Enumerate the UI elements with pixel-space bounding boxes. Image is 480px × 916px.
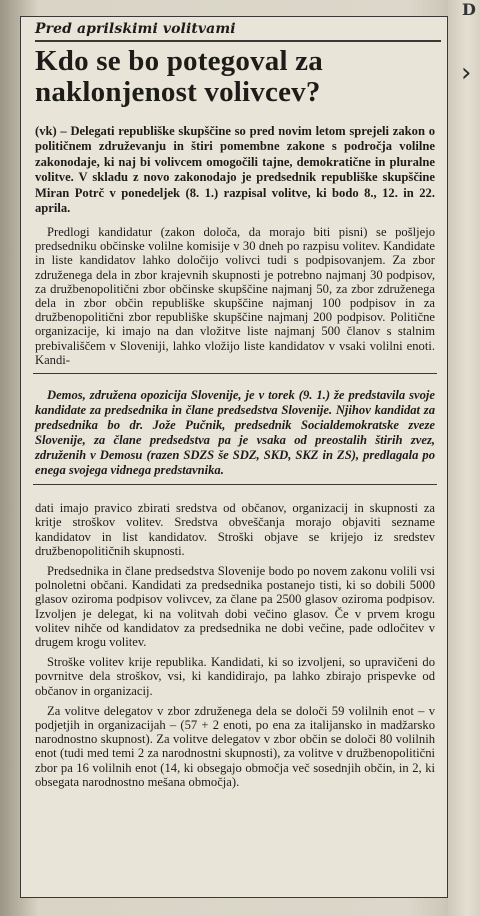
box-top-divider [33,373,437,374]
article-paragraph-4: Stroške volitev krije republika. Kandidati, ki so izvoljeni, so upravičeni do povrnitve dela stroškov, vsi, ki kandidirajo, pa lahko zbirajo prispevke od občanov in organizacij. [35,655,435,698]
adjacent-page-letter: D [462,0,476,19]
box-bottom-divider [33,484,437,485]
adjacent-page [448,0,480,916]
newspaper-article [20,16,448,898]
article-paragraph-5: Za volitve delegatov v zbor združenega dela se določi 59 volilnih enot – v podjetjih in organizacijah – (57 + 2 enoti, po ena za italijansko in madžarsko narodnostno skupnost). Za volitve delegatov v zbor občin se določi 80 volilnih enot (tudi med temi 2 za narodnostni skupnosti), za volitve v družbenopolitični zbor pa 16 volilnih enot (14, ki obsegajo območja več sosednjih občin, in 2, ki obsegata narodnostno mešana območja). [35,703,435,789]
kicker-divider [35,40,441,42]
article-kicker: Pred aprilskimi volitvami [35,21,236,37]
highlight-box: Demos, združena opozicija Slovenije, je v torek (9. 1.) že predstavila svoje kandidate za predsednika in člane predsedstva Slovenije. Njihov kandidat za predsednika bo dr. Jože Pučnik, predsednik Socialdemokratske zveze Slovenije, za člane predsedstva pa je vsaka od preostalih štirih zvez, združenih v Demosu (razen SDZS še SDZ, SKD, SKZ in ZS), predlagala po enega svojega vidnega predstavnika. [35,388,435,478]
spacer [35,491,435,501]
article-paragraph-3: Predsednika in člane predsedstva Slovenije bodo po novem zakonu volili vsi polnoletni občani. Kandidati za predsednika postanejo tisti, ki so dobili 5000 glasov oziroma podpisov volivcev, za člane pa 2500 glasov oziroma podpisov. Izvoljen je delegat, ki na volitvah dobi večino glasov. Če v prvem krogu volitev nihče od kandidatov za predsednika ne dobi večine, pade odločitev v drugem krogu volitev. [35,563,435,649]
adjacent-page-chevron: › [461,58,472,88]
article-paragraph-1: Predlogi kandidatur (zakon določa, da morajo biti pisni) se pošljejo predsedniku občinske volilne komisije v 30 dneh po razpisu volitev. Kandidate in liste kandidatov lahko določijo volivci tudi s podpisovanjem. Za zbor združenega dela in zbor krajevnih skupnosti je potrebno najmanj 30 podpisov, za družbenopolitični zbor občinske skupščine najmanj 50, za zbor združenega dela in zbor občin republiške skupščine najmanj 100 podpisov in za družbenopolitični zbor republiške skupščine najmanj 200 podpisov. Politične organizacije, ki imajo na dan vložitve liste najmanj 500 članov s stalnim prebivališčem v Sloveniji, lahko vložijo liste kandidatov v vsaki volilni enoti. Kandi- [35,225,435,367]
article-headline: Kdo se bo potegoval za naklonjenost volivcev? [35,44,323,108]
article-paragraph-2: dati imajo pravico zbirati sredstva od občanov, organizacij in skupnosti za kritje stroškov volitev. Sredstva obveščanja morajo objaviti sezname kandidatov in list kandidatov. Stroški objave se krijejo iz sredstev družbenopolitičnih skupnosti. [35,501,435,558]
article-lead: (vk) – Delegati republiške skupščine so pred novim letom sprejeli zakon o političnem združevanju in štiri pomembne zakone s področja volilne zakonodaje, ki naj bi volivcem omogočili tajne, demokratične in pluralne volitve. V skladu z novo zakonodajo je predsednik republiške skupščine Miran Potrč v ponedeljek (8. 1.) razpisal volitve, ki bodo 8., 12. in 22. aprila. [35,123,435,216]
